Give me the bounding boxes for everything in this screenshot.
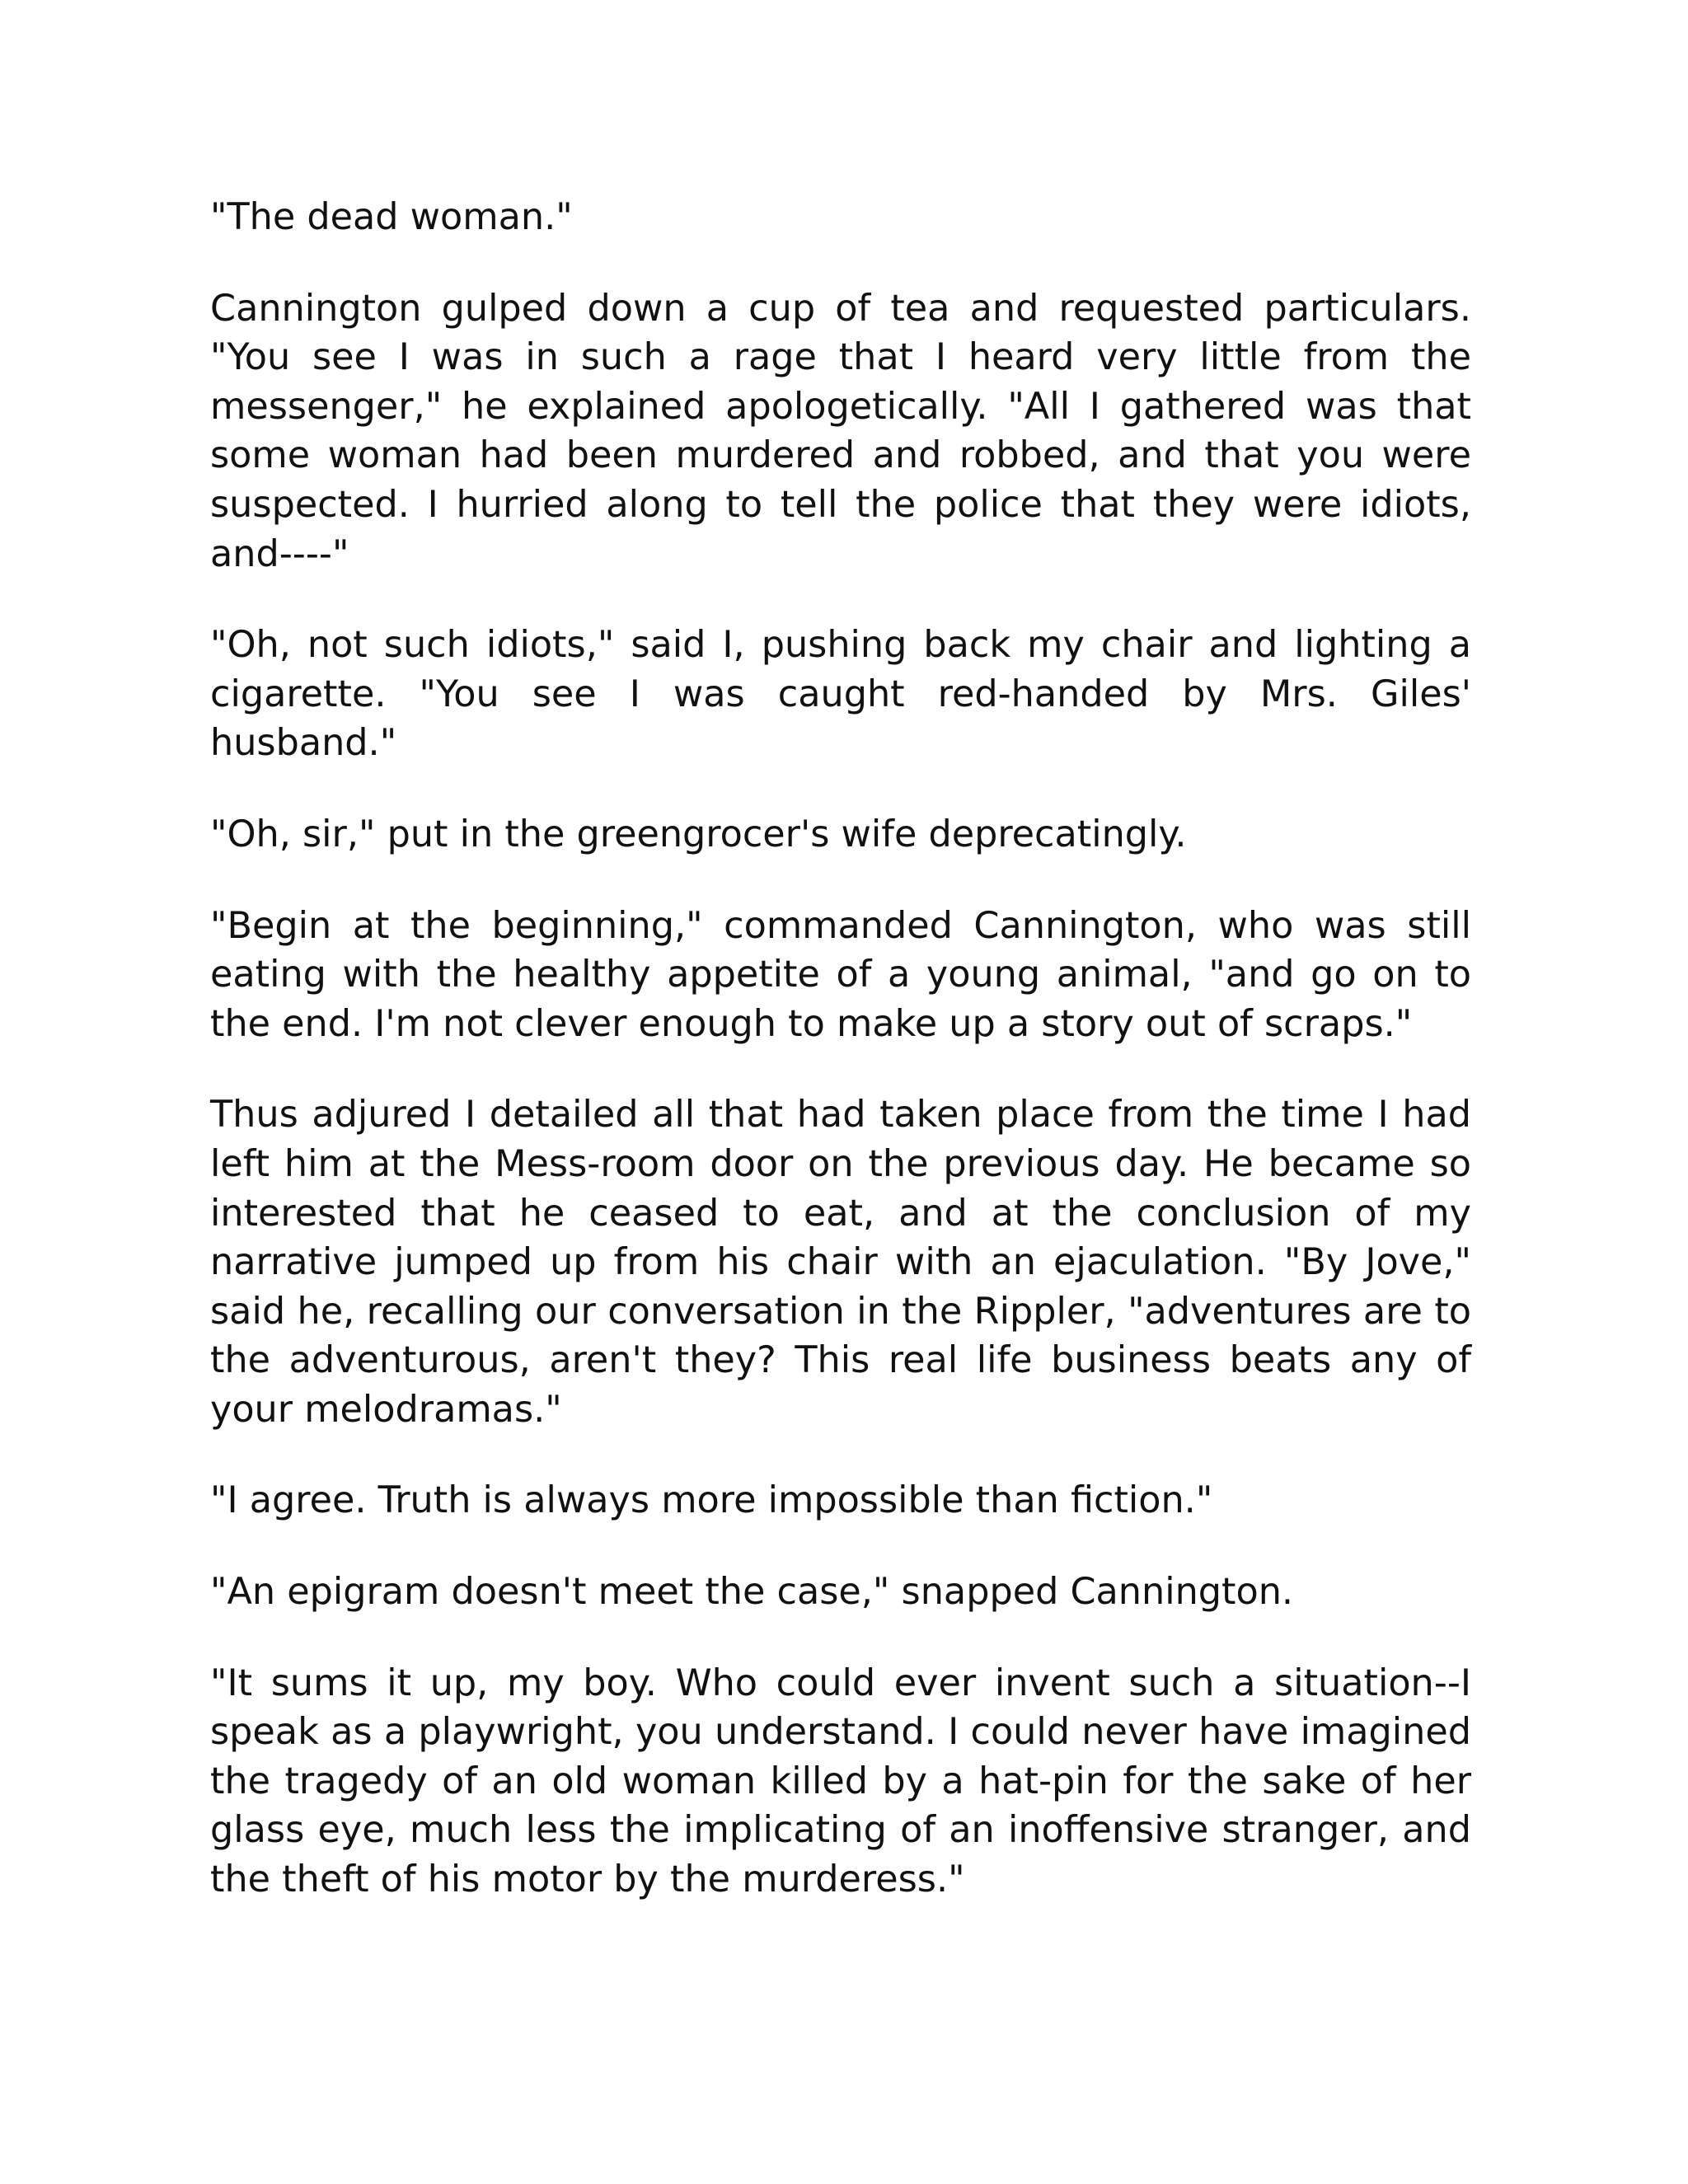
paragraph-8: "An epigram doesn't meet the case," snapped Cannington.: [210, 1571, 1294, 1614]
paragraph-2: Cannington gulped down a cup of tea and requested particulars. "You see I was in such a rage that I heard very little from the messenger," he explained apologetically. "All I gathered was that some woman had been murdered and robbed, and that you were suspected. I hurried along to tell the police that they were idiots, and----": [210, 287, 1471, 575]
paragraph-9: "It sums it up, my boy. Who could ever invent such a situation--I speak as a playwright, you understand. I could never have imagined the tragedy of an old woman killed by a hat-pin for the sake of her glass eye, much less the implicating of an inoffensive stranger, and the theft of his motor by the murderess.": [210, 1661, 1471, 1901]
paragraph-4: "Oh, sir," put in the greengrocer's wife deprecatingly.: [210, 813, 1187, 855]
paragraph-5: "Begin at the beginning," commanded Cannington, who was still eating with the healthy appetite of a young animal, "and go on to the end. I'm not clever enough to make up a story out of scraps.": [210, 904, 1471, 1045]
paragraph-1: "The dead woman.": [210, 196, 573, 238]
paragraph-3: "Oh, not such idiots," said I, pushing back my chair and lighting a cigarette. "You see I was caught red-handed by Mrs. Giles' husband.": [210, 624, 1471, 765]
body-text: [210, 193, 1471, 1947]
paragraph-7: "I agree. Truth is always more impossible than fiction.": [210, 1479, 1213, 1522]
paragraph-6: Thus adjured I detailed all that had taken place from the time I had left him at the Mess-room door on the previous day. He became so interested that he ceased to eat, and at the conclusion of my narrative jumped up from his chair with an ejaculation. "By Jove," said he, recalling our conversation in the Rippler, "adventures are to the adventurous, aren't they? This real life business beats any of your melodramas.": [210, 1094, 1471, 1431]
